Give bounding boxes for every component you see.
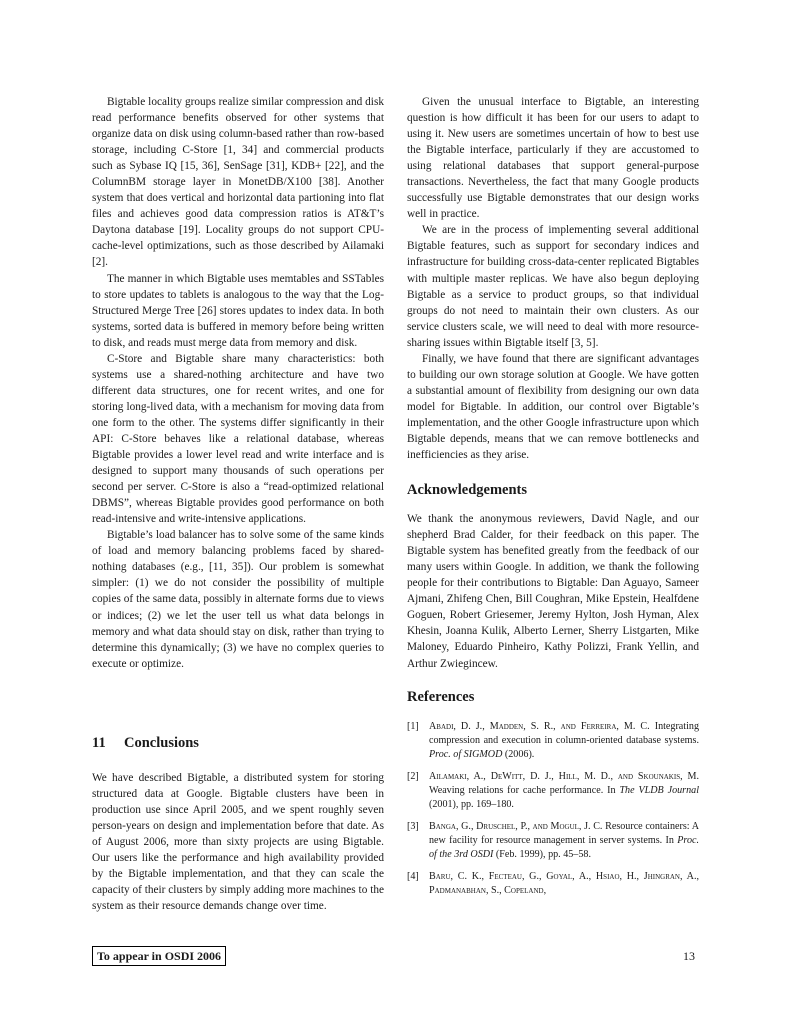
body-paragraph: We are in the process of implementing several additional Bigtable features, such as support for secondary indices and infrastructure for building cross-data-center replicated Bigtables with multiple master replicas. We have also begun deploying Bigtable as a service to product groups, so that individual groups do not need to maintain their own clusters. As our service clusters scale, we will need to deal with more resource-sharing issues within Bigtable itself [3, 5]. xyxy=(407,224,699,349)
acknowledgements-paragraph: We thank the anonymous reviewers, David Nagle, and our shepherd Brad Calder, for their feedback on this paper. The Bigtable system has benefited greatly from the feedback of our many users within Google. In addition, we thank the following people for their contributions to Bigtable: Dan Aguayo, Sameer Ajmani, Zhifeng Chen, Bill Coughran, Mike Epstein, Healfdene Goguen, Robert Griesemer, Jeremy Hylton, Josh Hyman, Alex Khesin, Joanna Kulik, Alberto Lerner, Sherry Listgarten, Mike Maloney, Eduardo Pinheiro, Kathy Polizzi, Frank Yellin, and Arthur Zwiegincew. xyxy=(407,513,699,670)
section-title: Conclusions xyxy=(124,735,199,751)
reference-title: Weaving relations for cache performance. In xyxy=(429,784,616,796)
reference-label: [4] xyxy=(407,871,419,883)
reference-venue: Proc. of the 3rd OSDI xyxy=(429,835,699,861)
reference-item xyxy=(407,720,699,762)
reference-label: [2] xyxy=(407,770,419,782)
reference-tail: (2006). xyxy=(504,748,535,760)
reference-tail: (Feb. 1999), pp. 45–58. xyxy=(495,849,591,861)
reference-label: [1] xyxy=(407,720,419,732)
reference-authors: Ailamaki, A., DeWitt, D. J., Hill, M. D., and Skounakis, M. xyxy=(429,770,699,782)
body-paragraph: C-Store and Bigtable share many characteristics: both systems use a shared-nothing architecture and have two different data structures, one for recent writes, and one for storing long-lived data, with a mechanism for moving data from one form to the other. The systems differ significantly in their API: C-Store behaves like a relational database, whereas Bigtable provides a lower level read and write interface and is designed to support many thousands of such operations per second per server. C-Store is also a “read-optimized relational DBMS”, whereas Bigtable provides good performance on both read-intensive and write-intensive applications. xyxy=(92,352,384,526)
body-paragraph: Finally, we have found that there are significant advantages to building our own storage solution at Google. We have gotten a substantial amount of flexibility from designing our own data model for Bigtable. In addition, our control over Bigtable’s implementation, and the other Google infrastructure upon which Bigtable depends, means that we can remove bottlenecks and inefficiencies as they arise. xyxy=(407,352,699,462)
section-heading-references: References xyxy=(407,688,475,705)
reference-authors: Banga, G., Druschel, P., and Mogul, J. C. xyxy=(429,821,603,833)
reference-item xyxy=(407,770,699,812)
reference-label: [3] xyxy=(407,821,419,833)
reference-authors: Abadi, D. J., Madden, S. R., and Ferreira, M. C. xyxy=(429,720,650,732)
reference-venue: Proc. of SIGMOD xyxy=(429,748,503,760)
reference-tail: (2001), pp. 169–180. xyxy=(429,799,514,811)
venue-footer-box: To appear in OSDI 2006 xyxy=(92,946,226,966)
left-column xyxy=(92,94,384,672)
conclusions-paragraph: We have described Bigtable, a distributed system for storing structured data at Google. Bigtable clusters have been in production use since April 2005, and we spent roughly seven person-years on design and implementation before that date. As of August 2006, more than sixty projects are using Bigtable. Our users like the performance and high availability provided by the Bigtable implementation, and that they can scale the capacity of their clusters by simply adding more machines to the system as their resource demands change over time. xyxy=(92,772,384,913)
section-number: 11 xyxy=(92,735,106,751)
body-paragraph: Given the unusual interface to Bigtable, an interesting question is how difficult it has been for our users to adapt to using it. New users are sometimes uncertain of how to best use the Bigtable interface, particularly if they are accustomed to using relational databases that support general-purpose transactions. Nevertheless, the fact that many Google products successfully use Bigtable demonstrates that our design works well in practice. xyxy=(407,96,699,221)
page-number: 13 xyxy=(683,949,695,963)
body-paragraph: Bigtable’s load balancer has to solve some of the same kinds of load and memory balancing problems faced by shared-nothing databases (e.g., [11, 35]). Our problem is somewhat simpler: (1) we do not consider the possibility of multiple copies of the same data, possibly in alternate forms due to views or indices; (2) we let the user tell us what data belongs in memory and what data should stay on disk, rather than trying to determine this dynamically; (3) we have no complex queries to execute or optimize. xyxy=(92,529,384,670)
reference-authors: Baru, C. K., Fecteau, G., Goyal, A., Hsiao, H., Jhingran, A., Padmanabhan, S., Copeland, xyxy=(429,871,699,897)
reference-item xyxy=(407,820,699,862)
reference-item xyxy=(407,870,699,898)
body-paragraph: Bigtable locality groups realize similar compression and disk read performance benefits observed for other systems that organize data on disk using column-based rather than row-based storage, including C-Store [1, 34] and commercial products such as Sybase IQ [15, 36], SenSage [31], KDB+ [22], and the ColumnBM storage layer in MonetDB/X100 [38]. Another system that does vertical and horizontal data partioning into flat files and achieves good data compression ratios is AT&T’s Daytona database [19]. Locality groups do not support CPU-cache-level optimizations, such as those described by Ailamaki [2]. xyxy=(92,96,384,269)
reference-venue: The VLDB Journal xyxy=(619,784,700,796)
right-column xyxy=(407,94,699,907)
reference-title: Resource containers: A new facility for resource management in server systems. In xyxy=(429,821,699,847)
reference-title: Integrating compression and execution in column-oriented database systems. xyxy=(429,720,699,746)
section-heading-conclusions xyxy=(92,734,384,752)
body-paragraph: The manner in which Bigtable uses memtables and SSTables to store updates to tablets is analogous to the way that the Log-Structured Merge Tree [26] stores updates to index data. In both systems, sorted data is buffered in memory before being written to disk, and reads must merge data from memory and disk. xyxy=(92,272,384,349)
section-heading-acknowledgements: Acknowledgements xyxy=(407,482,528,499)
reference-list xyxy=(407,720,699,899)
